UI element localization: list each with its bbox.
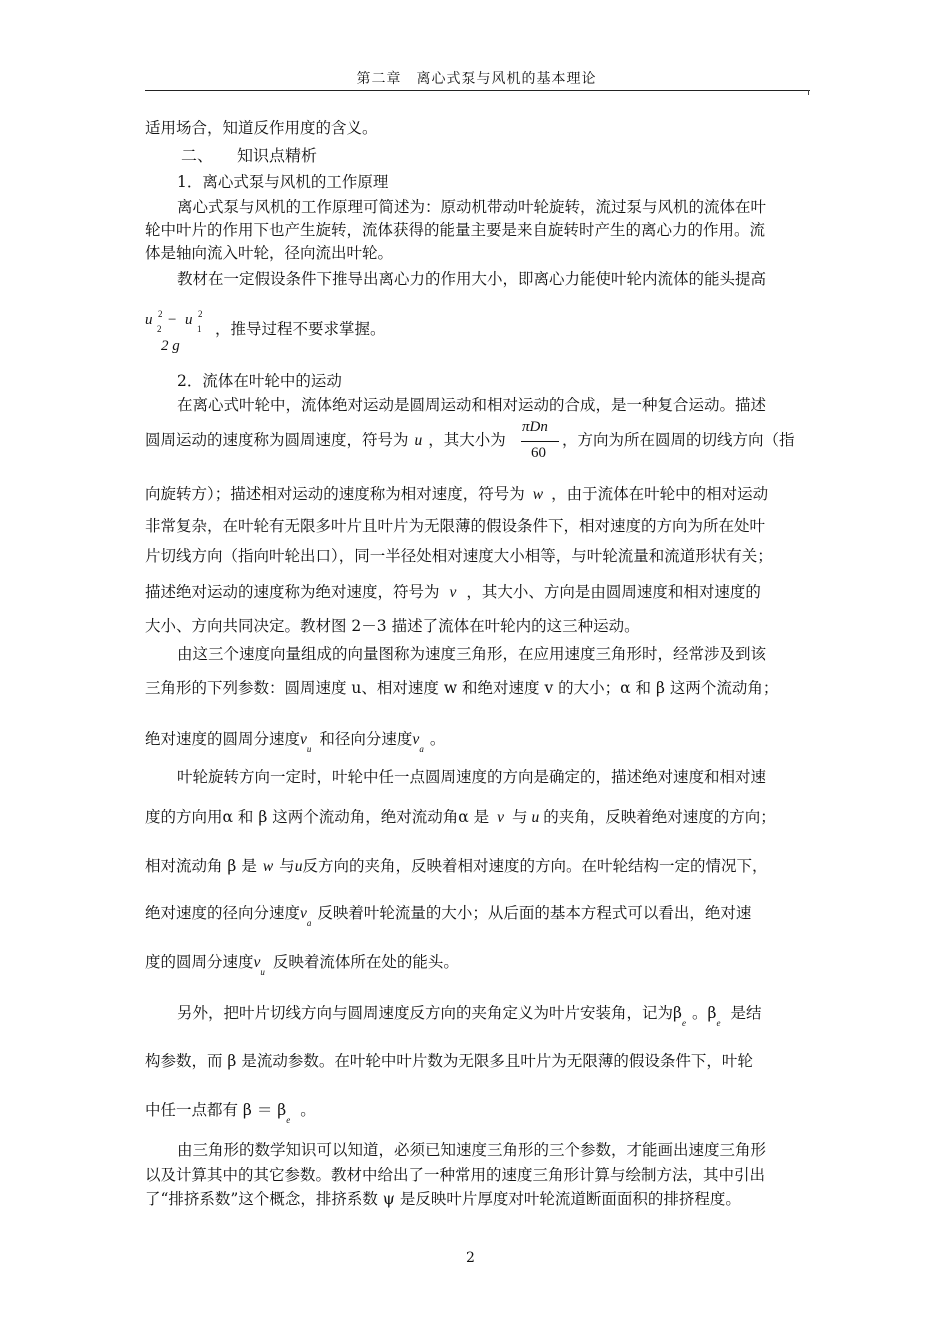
text-line: 教材在一定假设条件下推导出离心力的作用大小，即离心力能使叶轮内流体的能头提高 (177, 270, 767, 288)
text-line: 度的方向用α 和 β 这两个流动角，绝对流动角α 是 v 与 u 的夹角，反映着绝对速度的方向； (145, 808, 776, 826)
text-line: 圆周运动的速度称为圆周速度，符号为 u ，其大小为 (145, 431, 506, 449)
text-line: 适用场合，知道反作用度的含义。 (145, 119, 378, 137)
header-rule-tick (808, 90, 809, 95)
subsection-heading: 2．流体在叶轮中的运动 (177, 372, 342, 390)
text-line: 由这三个速度向量组成的向量图称为速度三角形，在应用速度三角形时，经常涉及到该 (177, 645, 767, 663)
section-heading: 二、 知识点精析 (181, 146, 318, 165)
page-header: 第二章 离心式泵与风机的基本理论 (356, 71, 597, 87)
header-rule (145, 90, 810, 91)
text-line: 大小、方向共同决定。教材图 2－3 描述了流体在叶轮内的这三种运动。 (145, 617, 640, 635)
text-line: 相对流动角 β 是 w 与u反方向的夹角，反映着相对速度的方向。在叶轮结构一定的情况下， (145, 857, 768, 875)
text-line: 构参数，而 β 是流动参数。在叶轮中叶片数为无限多且叶片为无限薄的假设条件下，叶轮 (145, 1052, 753, 1070)
text-line: 三角形的下列参数：圆周速度 u、相对速度 w 和绝对速度 v 的大小；α 和 β 这两个流动角； (145, 679, 779, 697)
text-line: 在离心式叶轮中，流体绝对运动是圆周运动和相对运动的合成，是一种复合运动。描述 (177, 396, 767, 414)
text-line: 轮中叶片的作用下也产生旋转，流体获得的能量主要是来自旋转时产生的离心力的作用。流 (145, 221, 766, 239)
text-line: ，方向为所在圆周的切线方向（指 (562, 431, 795, 449)
text-line: 绝对速度的圆周分速度$v_u$和径向分速度$v_a$。 (145, 730, 446, 754)
text-line: 以及计算其中的其它参数。教材中给出了一种常用的速度三角形计算与绘制方法，其中引出 (145, 1166, 766, 1184)
text-line: 绝对速度的径向分速度$v_a$反映着叶轮流量的大小；从后面的基本方程式可以看出，绝对速 (145, 904, 752, 928)
text-line: 体是轴向流入叶轮，径向流出叶轮。 (145, 244, 394, 262)
text-line: 由三角形的数学知识可以知道，必须已知速度三角形的三个参数，才能画出速度三角形 (177, 1141, 767, 1159)
text-line: 离心式泵与风机的工作原理可简述为：原动机带动叶轮旋转，流过泵与风机的流体在叶 (177, 198, 767, 216)
text-line: 中任一点都有 $\beta = \beta_e$。 (145, 1101, 316, 1125)
text-line: 另外，把叶片切线方向与圆周速度反方向的夹角定义为叶片安装角，记为$\beta_e$。$\beta_e$是结 (177, 1004, 762, 1028)
text-line: 度的圆周分速度$v_u$反映着流体所在处的能头。 (145, 953, 459, 977)
text-line: ，推导过程不要求掌握。 (215, 320, 386, 338)
text-line: 描述绝对运动的速度称为绝对速度，符号为 v ，其大小、方向是由圆周速度和相对速度的 (145, 583, 761, 601)
text-line: 片切线方向（指向叶轮出口），同一半径处相对速度大小相等，与叶轮流量和流道形状有关； (145, 547, 773, 565)
text-line: 向旋转方）；描述相对运动的速度称为相对速度，符号为 w ，由于流体在叶轮中的相对运动 (145, 485, 769, 503)
subsection-heading: 1．离心式泵与风机的工作原理 (177, 173, 389, 191)
text-line: 叶轮旋转方向一定时，叶轮中任一点圆周速度的方向是确定的，描述绝对速度和相对速 (177, 768, 767, 786)
text-line: 非常复杂，在叶轮有无限多叶片且叶片为无限薄的假设条件下，相对速度的方向为所在处叶 (145, 517, 766, 535)
text-line: 了“排挤系数”这个概念，排挤系数 ψ 是反映叶片厚度对叶轮流道断面面积的排挤程度。 (145, 1190, 741, 1208)
document-page: 第二章 离心式泵与风机的基本理论 适用场合，知道反作用度的含义。 二、 知识点精析 1．离心式泵与风机的工作原理 离心式泵与风机的工作原理可简述为：原动机带动叶轮旋转，流过泵与风机的流体在叶 轮中叶片的作用下也产生旋转，流体获得的能量主要是来自旋转时产生的离心力的作用。流 体是轴向流入叶轮，径向流出叶轮。 教材在一定假设条件下推导出离心力的作用大小，即离心力能使叶轮内流体的能头提高 u 2 2 − u 2 1 2 g ，推导过程不要求掌握。 2．流体在叶轮中的运动 在离心式叶轮中，流体绝对运动是圆周运动和相对运动的合成，是一种复合运动。描述 圆周运动的速度称为圆周速度，符号为 u ，其大小为 πDn 60 ，方向为所在圆周的切线方向（指 向旋转方）；描述相对运动的速度称为相对速度，符号为 w ，由于流体在叶轮中的相对运动 非常复杂，在叶轮有无限多叶片且叶片为无限薄的假设条件下，相对速度的方向为所在处叶 片切线方向（指向叶轮出口），同一半径处相对速度大小相等，与叶轮流量和流道形状有关； 描述绝对运动的速度称为绝对速度，符号为 v ，其大小、方向是由圆周速度和相对速度的 大小、方向共同决定。教材图 2－3 描述了流体在叶轮内的这三种运动。 由这三个速度向量组成的向量图称为速度三角形，在应用速度三角形时，经常涉及到该 三角形的下列参数：圆周速度 u、相对速度 w 和绝对速度 v 的大小；α 和 β 这两个流动角； 绝对速度的圆周分速度$v_u$和径向分速度$v_a$。 叶轮旋转方向一定时，叶轮中任一点圆周速度的方向是确定的，描述绝对速度和相对速 度的方向用α 和 β 这两个流动角，绝对流动角α 是 v 与 u 的夹角，反映着绝对速度的方向； 相对流动角 β 是 w 与u反方向的夹角，反映着相对速度的方向。在叶轮结构一定的情况下， 绝对速度的径向分速度$v_a$反映着叶轮流量的大小；从后面的基本方程式可以看出，绝对速 度的圆周分速度$v_u$反映着流体所在处的能头。 另外，把叶片切线方向与圆周速度反方向的夹角定义为叶片安装角，记为$\beta_e$。$\beta_e$是结 构参数，而 β 是流动参数。在叶轮中叶片数为无限多且叶片为无限薄的假设条件下，叶轮 中任一点都有 $\beta = \beta_e$。 由三角形的数学知识可以知道，必须已知速度三角形的三个参数，才能画出速度三角形 以及计算其中的其它参数。教材中给出了一种常用的速度三角形计算与绘制方法，其中引出 了“排挤系数”这个概念，排挤系数 ψ 是反映叶片厚度对叶轮流道断面面积的排挤程度。 2 (0, 0, 950, 1344)
page-number: 2 (466, 1250, 475, 1266)
